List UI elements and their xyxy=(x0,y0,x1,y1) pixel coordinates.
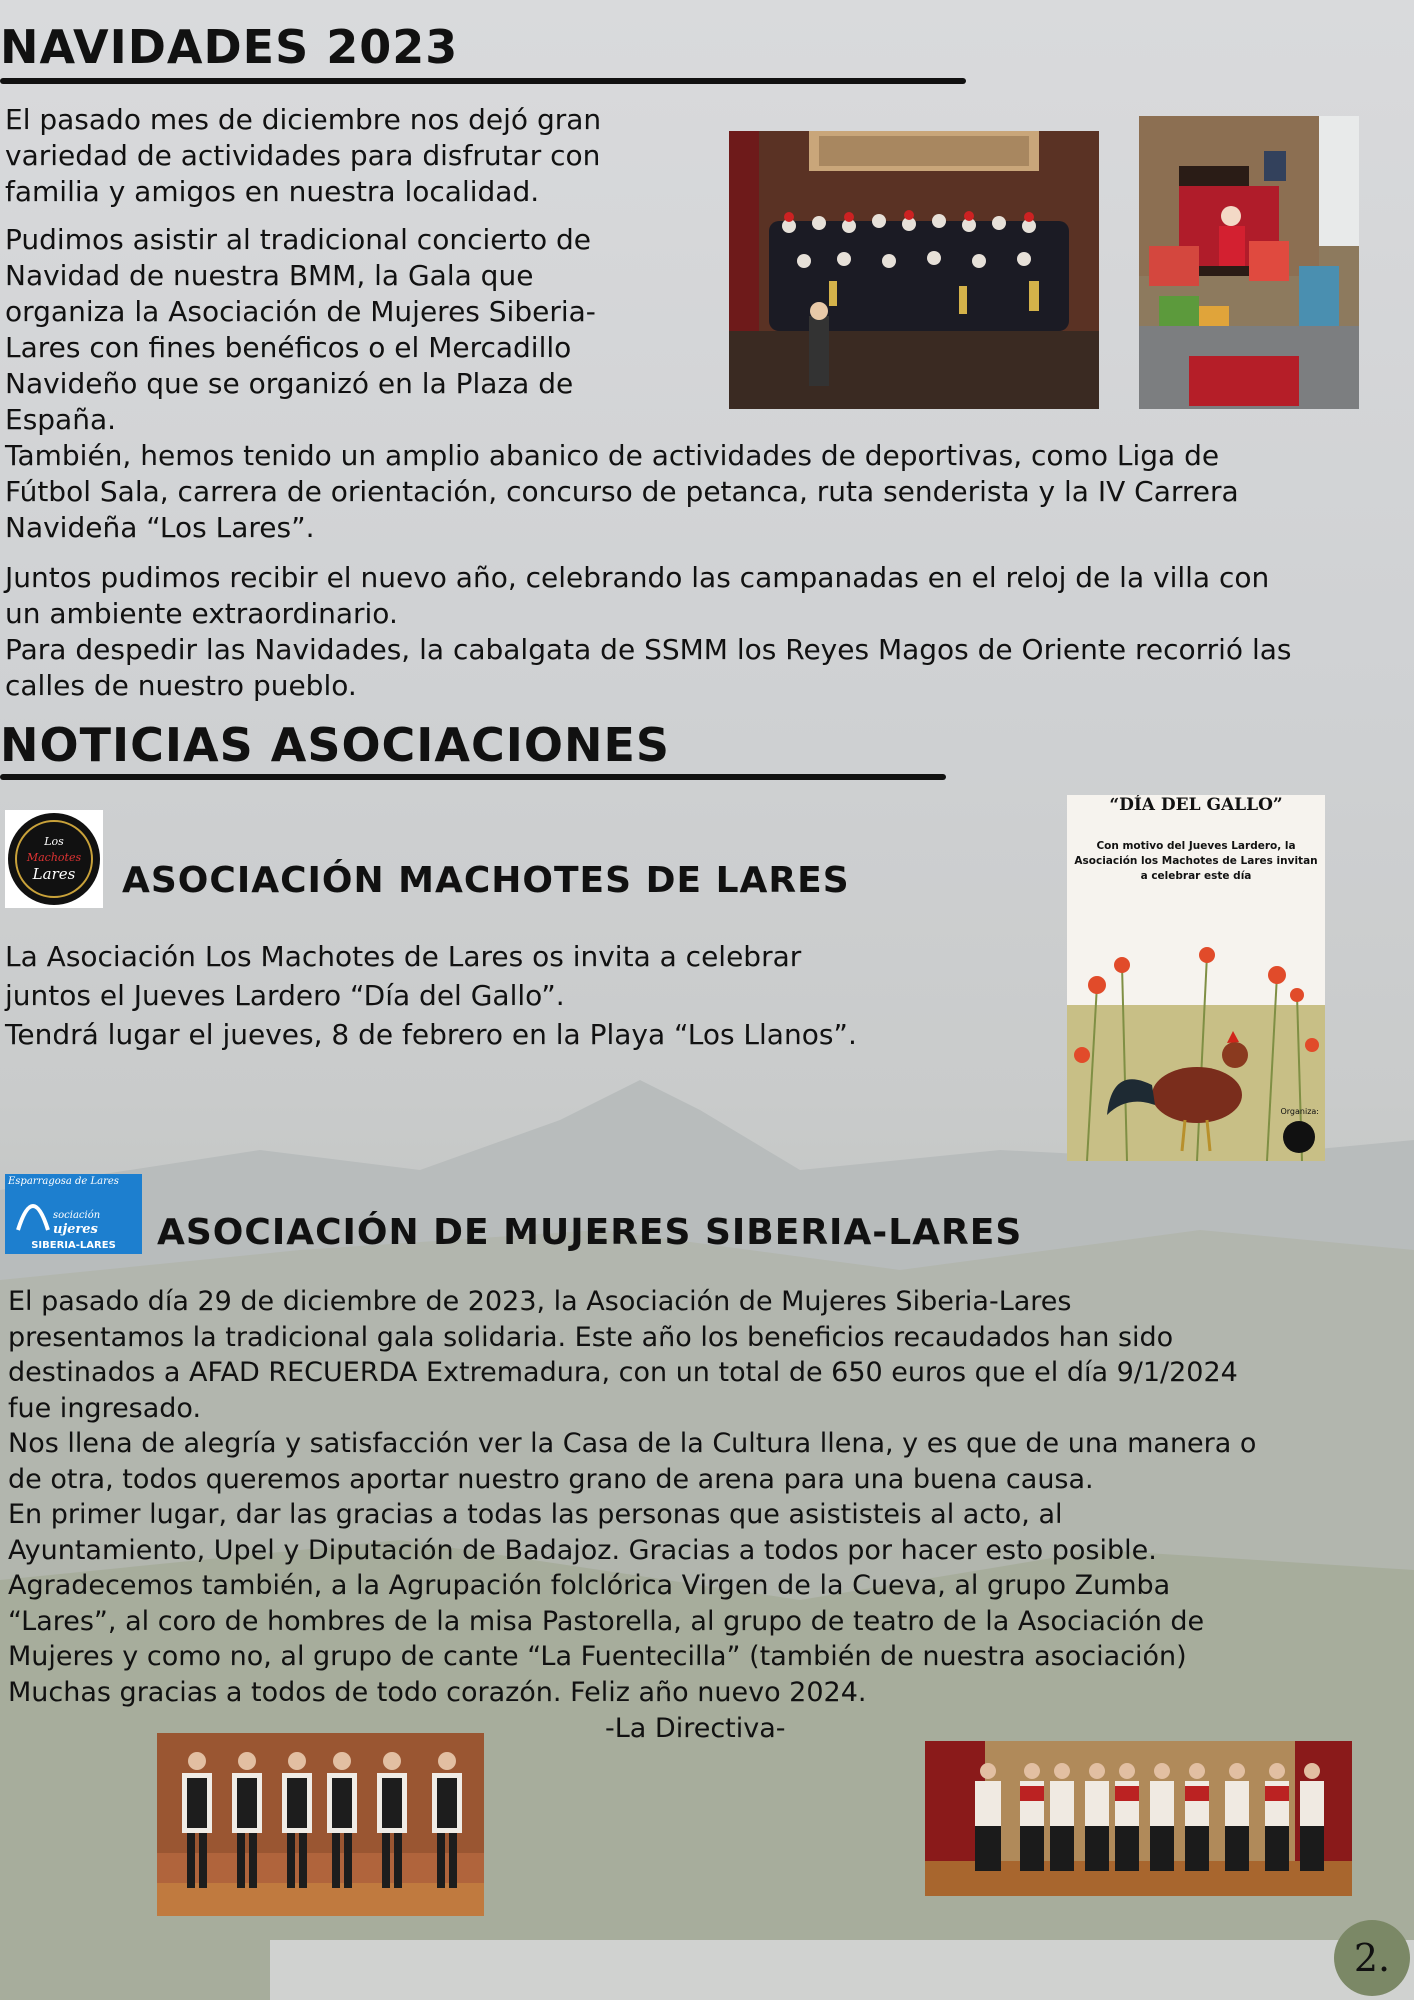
poster-title: “DÍA DEL GALLO” xyxy=(1109,795,1283,815)
poster-line: Con motivo del Jueves Lardero, la xyxy=(1096,840,1296,852)
text-line: La Asociación Los Machotes de Lares os invita a celebrar xyxy=(5,940,802,973)
section-title-noticias: NOTICIAS ASOCIACIONES xyxy=(0,718,671,772)
logo-text: SIBERIA-LARES xyxy=(31,1240,116,1251)
text-line: un ambiente extraordinario. xyxy=(5,597,398,630)
text-line: variedad de actividades para disfrutar con xyxy=(5,139,601,172)
title-underline xyxy=(0,78,966,84)
text-line: Agradecemos también, a la Agrupación folclórica Virgen de la Cueva, al grupo Zumba xyxy=(8,1570,1171,1601)
title-underline xyxy=(0,774,946,780)
dia-del-gallo-poster xyxy=(1067,795,1325,1161)
text-line: de otra, todos queremos aportar nuestro grano de arena para una buena causa. xyxy=(8,1463,1094,1495)
intro-paragraph xyxy=(5,102,705,210)
logo-text: Esparragosa de Lares xyxy=(8,1176,119,1187)
text-line: Pudimos asistir al tradicional concierto de xyxy=(5,223,591,256)
text-line: fue ingresado. xyxy=(8,1392,202,1424)
mens-choir-photo xyxy=(157,1733,484,1916)
text-line: organiza la Asociación de Mujeres Siberia- xyxy=(5,295,596,328)
logo-text: Lares xyxy=(32,865,76,883)
text-line: Navideña “Los Lares”. xyxy=(5,511,315,544)
text-line: En primer lugar, dar las gracias a todas las personas que asististeis al acto, al xyxy=(8,1499,1063,1530)
womens-choir-photo xyxy=(925,1741,1352,1896)
text-line: Lares con fines benéficos o el Mercadillo xyxy=(5,331,572,364)
text-line: calles de nuestro pueblo. xyxy=(5,669,357,702)
logo-text: Machotes xyxy=(26,851,82,864)
text-line: Tendrá lugar el jueves, 8 de febrero en la Playa “Los Llanos”. xyxy=(5,1018,857,1051)
christmas-market-photo xyxy=(1139,116,1359,409)
page-number-badge: 2. xyxy=(1334,1920,1410,1996)
poster-line: Asociación los Machotes de Lares invitan xyxy=(1074,855,1318,867)
text-line: Navidad de nuestra BMM, la Gala que xyxy=(5,259,534,292)
poster-organiza: Organiza: xyxy=(1280,1107,1319,1116)
text-line: juntos el Jueves Lardero “Día del Gallo”. xyxy=(5,979,565,1012)
mujeres-heading: ASOCIACIÓN DE MUJERES SIBERIA-LARES xyxy=(157,1212,1023,1253)
newyear-paragraph xyxy=(5,560,1410,704)
machotes-heading: ASOCIACIÓN MACHOTES DE LARES xyxy=(122,860,850,901)
mujeres-paragraph xyxy=(8,1284,1408,1710)
events-paragraph xyxy=(5,222,705,438)
logo-text: ujeres xyxy=(53,1222,98,1237)
mujeres-logo xyxy=(5,1174,142,1254)
band-concert-photo xyxy=(729,131,1099,409)
section-title-navidades: NAVIDADES 2023 xyxy=(0,20,459,74)
text-line: Nos llena de alegría y satisfacción ver la Casa de la Cultura llena, y es que de una manera o xyxy=(8,1428,1257,1459)
logo-text: sociación xyxy=(53,1210,101,1221)
logo-text: Los xyxy=(44,835,64,848)
text-line: Ayuntamiento, Upel y Diputación de Badajoz. Gracias a todos por hacer esto posible. xyxy=(8,1534,1157,1566)
text-line: España. xyxy=(5,403,117,436)
text-line: destinados a AFAD RECUERDA Extremadura, con un total de 650 euros que el día 9/1/2024 xyxy=(8,1357,1238,1388)
text-line: Muchas gracias a todos de todo corazón. Feliz año nuevo 2024. xyxy=(8,1676,867,1708)
text-line: También, hemos tenido un amplio abanico de actividades de deportivas, como Liga de xyxy=(5,439,1220,472)
sports-paragraph xyxy=(5,438,1410,546)
text-line: presentamos la tradicional gala solidaria. Este año los beneficios recaudados han sido xyxy=(8,1321,1174,1353)
poster-line: a celebrar este día xyxy=(1140,870,1252,882)
machotes-paragraph xyxy=(5,937,1005,1054)
text-line: Mujeres y como no, al grupo de cante “La Fuentecilla” (también de nuestra asociación) xyxy=(8,1641,1187,1672)
text-line: “Lares”, al coro de hombres de la misa Pastorella, al grupo de teatro de la Asociación de xyxy=(8,1605,1205,1637)
machotes-logo xyxy=(5,810,103,908)
text-line: Para despedir las Navidades, la cabalgata de SSMM los Reyes Magos de Oriente recorrió las xyxy=(5,633,1292,666)
text-line: Navideño que se organizó en la Plaza de xyxy=(5,367,574,400)
text-line: El pasado mes de diciembre nos dejó gran xyxy=(5,103,602,136)
signature: -La Directiva- xyxy=(605,1713,786,1744)
text-line: Juntos pudimos recibir el nuevo año, celebrando las campanadas en el reloj de la villa con xyxy=(5,561,1270,594)
text-line: El pasado día 29 de diciembre de 2023, la Asociación de Mujeres Siberia-Lares xyxy=(8,1286,1072,1317)
text-line: Fútbol Sala, carrera de orientación, concurso de petanca, ruta senderista y la IV Carrera xyxy=(5,475,1239,508)
text-line: familia y amigos en nuestra localidad. xyxy=(5,175,540,208)
